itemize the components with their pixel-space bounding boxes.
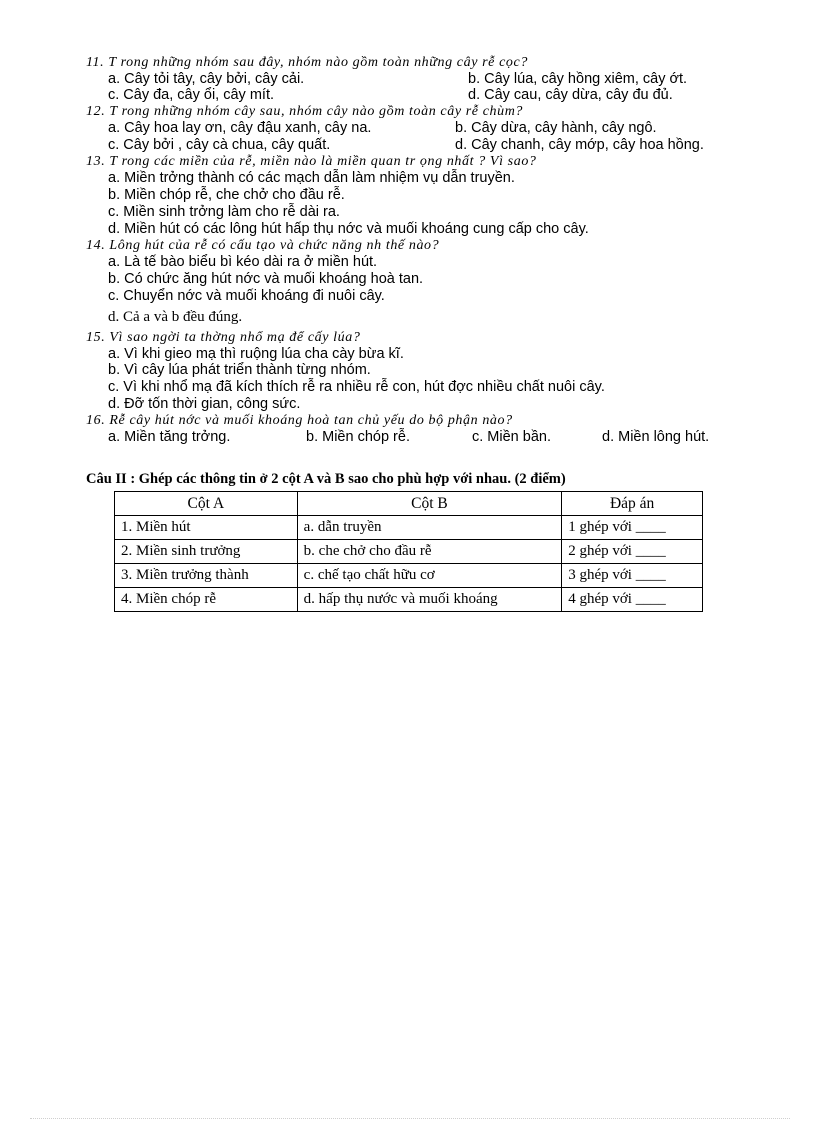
q16-option-d: d. Miền lông hút. (602, 429, 710, 445)
q11-option-c: c. Cây đa, cây ổi, cây mít. (108, 87, 274, 103)
col-b-cell: a. dẫn truyền (297, 516, 562, 540)
question-11: 11. T rong những nhóm sau đây, nhóm nào gồm toàn những cây rễ cọc? (86, 55, 528, 70)
q15-option-d: d. Đỡ tốn thời gian, công sức. (108, 396, 301, 412)
answer-cell[interactable]: 2 ghép với ____ (562, 540, 703, 564)
col-b-cell: b. che chở cho đầu rễ (297, 540, 562, 564)
q15-option-c: c. Vì khi nhổ mạ đã kích thích rễ ra nhiều rễ con, hút đợc nhiều chất nuôi cây. (108, 379, 605, 395)
table-row (115, 540, 703, 564)
table-row (115, 588, 703, 612)
col-a-cell: 4. Miền chóp rễ (115, 588, 298, 612)
q15-option-a: a. Vì khi gieo mạ thì ruộng lúa cha cày bừa kĩ. (108, 346, 404, 362)
q16-option-b: b. Miền chóp rễ. (306, 429, 410, 445)
table-header-row (115, 492, 703, 516)
matching-table (114, 491, 703, 612)
question-13: 13. T rong các miền của rễ, miền nào là miền quan tr ọng nhất ? Vì sao? (86, 154, 537, 169)
q14-option-a: a. Là tế bào biểu bì kéo dài ra ở miền hút. (108, 254, 378, 270)
q11-option-b: b. Cây lúa, cây hồng xiêm, cây ớt. (468, 71, 688, 87)
answer-cell[interactable]: 1 ghép với ____ (562, 516, 703, 540)
col-b-cell: d. hấp thụ nước và muối khoáng (297, 588, 562, 612)
header-answer: Đáp án (562, 492, 703, 516)
q15-option-b: b. Vì cây lúa phát triển thành từng nhóm. (108, 362, 371, 378)
q12-option-d: d. Cây chanh, cây mớp, cây hoa hồng. (455, 137, 704, 153)
q12-option-a: a. Cây hoa lay ơn, cây đậu xanh, cây na. (108, 120, 372, 136)
q12-option-c: c. Cây bởi , cây cà chua, cây quất. (108, 137, 331, 153)
q12-option-b: b. Cây dừa, cây hành, cây ngô. (455, 120, 657, 136)
header-col-a: Cột A (115, 492, 298, 516)
q13-option-d: d. Miền hút có các lông hút hấp thụ nớc và muối khoáng cung cấp cho cây. (108, 221, 589, 237)
q16-option-a: a. Miền tăng trởng. (108, 429, 231, 445)
col-a-cell: 2. Miền sinh trưởng (115, 540, 298, 564)
question-16: 16. Rễ cây hút nớc và muối khoáng hoà tan chủ yếu do bộ phận nào? (86, 413, 513, 428)
question-15: 15. Vì sao ngời ta thờng nhổ mạ để cấy lúa? (86, 330, 361, 345)
q13-option-b: b. Miền chóp rễ, che chở cho đầu rễ. (108, 187, 345, 203)
q14-option-d: d. Cả a và b đều đúng. (108, 309, 243, 325)
q13-option-a: a. Miền trởng thành có các mạch dẫn làm nhiệm vụ dẫn truyền. (108, 170, 515, 186)
q13-option-c: c. Miền sinh trởng làm cho rễ dài ra. (108, 204, 340, 220)
col-a-cell: 1. Miền hút (115, 516, 298, 540)
page-bottom-divider (30, 1118, 790, 1119)
question-12: 12. T rong những nhóm cây sau, nhóm cây nào gồm toàn cây rễ chùm? (86, 104, 524, 119)
col-b-cell: c. chế tạo chất hữu cơ (297, 564, 562, 588)
section-2-title: Câu II : Ghép các thông tin ở 2 cột A và B sao cho phù hợp với nhau. (2 điểm) (86, 471, 566, 487)
q11-option-d: d. Cây cau, cây dừa, cây đu đủ. (468, 87, 673, 103)
q14-option-b: b. Có chức ăng hút nớc và muối khoáng hoà tan. (108, 271, 424, 287)
q11-option-a: a. Cây tỏi tây, cây bởi, cây cải. (108, 71, 305, 87)
answer-cell[interactable]: 3 ghép với ____ (562, 564, 703, 588)
answer-cell[interactable]: 4 ghép với ____ (562, 588, 703, 612)
header-col-b: Cột B (297, 492, 562, 516)
table-row (115, 516, 703, 540)
col-a-cell: 3. Miền trưởng thành (115, 564, 298, 588)
q16-option-c: c. Miền bần. (472, 429, 551, 445)
question-14: 14. Lông hút của rễ có cấu tạo và chức năng nh thế nào? (86, 238, 440, 253)
q14-option-c: c. Chuyển nớc và muối khoáng đi nuôi cây. (108, 288, 385, 304)
table-row (115, 564, 703, 588)
